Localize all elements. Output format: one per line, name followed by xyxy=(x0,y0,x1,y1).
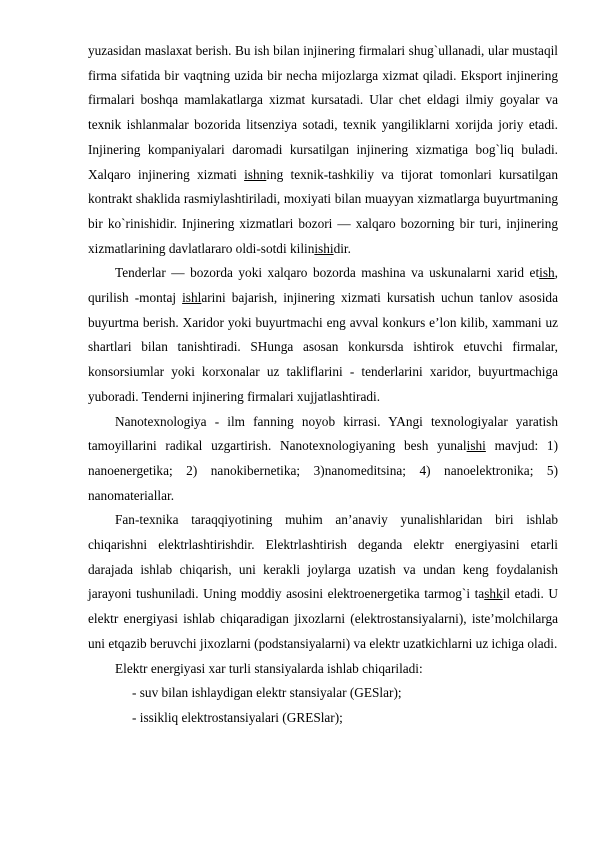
paragraph xyxy=(88,657,558,682)
paragraph xyxy=(88,410,558,509)
text-segment: Fan-texnika taraqqiyotining muhim an’anaviy yunalishlaridan biri ishlab chiqarishni elektrlashtirishdir. Elektrlashtirish deganda elektr energiyasini etarli darajada ishlab chiqarish, uni kerakli joylarga uzatish va undan keng foydalanish jarayoni tushuniladi. Uning moddiy asosini elektroenergetika tarmog`i ta xyxy=(88,512,558,602)
paragraph xyxy=(88,261,558,409)
station-list xyxy=(88,681,558,730)
underlined-text: ishi xyxy=(314,240,334,256)
text-segment: mavjud: 1) nanoenergetika; 2) nanokibernetika; 3)nanomeditsina; 4) nanoelektronika; 5) nanomateriallar. xyxy=(88,438,558,503)
underlined-text: ishi xyxy=(466,438,486,454)
paragraph xyxy=(88,39,558,261)
underlined-text: ish xyxy=(539,265,555,281)
list-item: - suv bilan ishlaydigan elektr stansiyalar (GESlar); xyxy=(132,685,402,701)
underlined-text: ishl xyxy=(182,290,202,306)
text-segment: Nanotexnologiya - ilm fanning noyob kirrasi. YAngi texnologiyalar yaratish tamoyillarini radikal uzgartirish. Nanotexnologiyaning besh yunal xyxy=(88,413,558,454)
paragraph xyxy=(88,508,558,656)
document-page xyxy=(88,39,558,731)
list-item: - issikliq elektrostansiyalari (GRESlar); xyxy=(132,709,343,725)
text-segment: il etadi. U elektr energiyasi ishlab chiqaradigan jixozlarni (elektrostansiyalarni), iste’molchilarga uni etqazib beruvchi jixozlarni (podstansiyalarni) va elektr uzatkichlarni uz ichiga oladi. xyxy=(88,586,558,651)
underlined-text: ishn xyxy=(244,166,267,182)
text-segment: arini bajarish, injinering xizmati kursatish uchun tanlov asosida buyurtma berish. Xaridor yoki buyurtmachi eng avval konkurs e’lon kilib, xammani uz shartlari bilan tanishtiradi. SHunga asosan konkursda ishtirok etuvchi firmalar, konsorsiumlar yoki korxonalar uz takliflarini - tenderlarini xaridor, buyurtmachiga yuboradi. Tenderni injinering firmalari xujjatlashtiradi. xyxy=(88,290,558,404)
text-segment: dir. xyxy=(333,240,351,256)
text-segment: Tenderlar — bozorda yoki xalqaro bozorda mashina va uskunalarni xarid et xyxy=(115,265,540,281)
text-segment: , qurilish -montaj xyxy=(88,265,558,306)
text-segment: Elektr energiyasi xar turli stansiyalarda ishlab chiqariladi: xyxy=(115,660,423,676)
underlined-text: shk xyxy=(484,586,503,602)
text-segment: yuzasidan maslaxat berish. Bu ish bilan injinering firmalari shug`ullanadi, ular mustaqil firma sifatida bir vaqtning uzida bir necha mijozlarga xizmat qiladi. Eksport injinering firmalari boshqa mamlakatlarga xizmat kursatadi. Ular chet eldagi ilmiy goyalar va texnik ishlanmalar bozorida litsenziya sotadi, texnik yangiliklarni xorijda joriy etadi. Injinering kompaniyalari daromadi kursatilgan injinering xizmatiga bog`liq buladi. Xalqaro injinering xizmati xyxy=(88,43,558,182)
document-body xyxy=(88,39,558,681)
text-segment: ing texnik-tashkiliy va tijorat tomonlari kursatilgan kontrakt shaklida rasmiylashtiriladi, moxiyati bilan muayyan xizmatlarga buyurtmaning bir ko`rinishidir. Injinering xizmatlari bozori — xalqaro bozorning bir turi, injinering xizmatlarining davlatlararo oldi-sotdi kilin xyxy=(88,166,558,256)
